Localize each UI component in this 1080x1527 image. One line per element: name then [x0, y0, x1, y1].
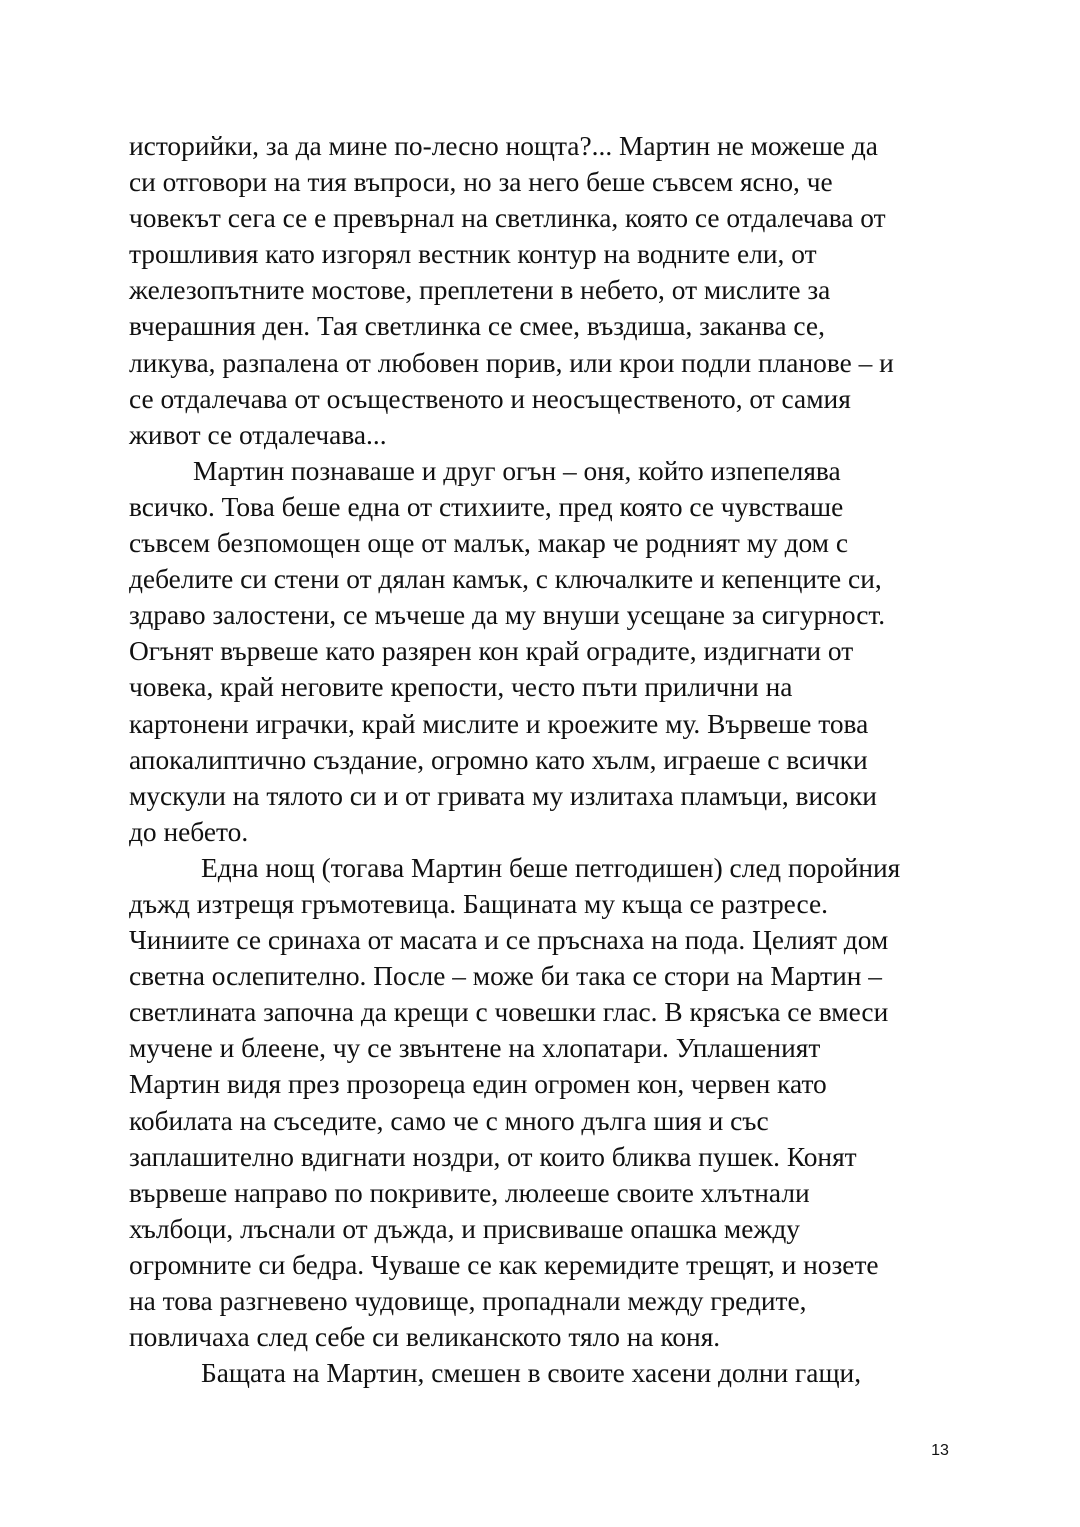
text-line: съвсем безпомощен още от малък, макар че родният му дом с [129, 528, 849, 559]
text-line: всичко. Това беше една от стихиите, пред която се чувстваше [129, 491, 844, 522]
text-line: вървеше направо по покривите, люлееше своите хлътнали [129, 1177, 810, 1208]
text-line: светлината започна да крещи с човешки глас. В крясъка се вмеси [129, 997, 889, 1028]
text-line: дебелите си стени от дялан камък, с ключалките и кепенците си, [129, 564, 882, 595]
text-line: хълбоци, лъснали от дъжда, и присвиваше опашка между [129, 1213, 800, 1244]
text-line: кобилата на съседите, само че с много дълга шия и със [129, 1105, 769, 1136]
text-line: човекът сега се е превърнал на светлинка, която се отдалечава от [129, 203, 886, 234]
text-line: заплашително вдигнати ноздри, от които бликва пушек. Конят [129, 1141, 857, 1172]
text-line: мускули на тялото си и от гривата му излитаха пламъци, високи [129, 780, 877, 811]
text-line: човека, край неговите крепости, често пъти прилични на [129, 672, 793, 703]
text-line: дъжд изтрещя гръмотевица. Бащината му къща се разтресе. [129, 888, 828, 919]
page-body-text [129, 128, 959, 1391]
text-line: Мартин познаваше и друг огън – оня, който изпепелява [193, 455, 841, 486]
text-line: огромните си бедра. Чуваше се как керемидите трещят, и нозете [129, 1249, 879, 1280]
text-line: железопътните мостове, преплетени в небето, от мислите за [129, 275, 831, 306]
text-line: ликува, разпалена от любовен порив, или крои подли планове – и [129, 347, 894, 378]
text-line: Бащата на Мартин, смешен в своите хасени долни гащи, [201, 1358, 862, 1389]
text-line: повличаха след себе си великанското тяло на коня. [129, 1322, 721, 1353]
text-line: си отговори на тия въпроси, но за него беше съвсем ясно, че [129, 167, 833, 198]
text-line: Чиниите се сринаха от масата и се пръснаха на пода. Целият дом [129, 925, 889, 956]
text-line: Мартин видя през прозореца един огромен кон, червен като [129, 1069, 827, 1100]
text-line: се отдалечава от осъщественото и неосъщественото, от самия [129, 383, 851, 414]
text-line: мучене и блеене, чу се звънтене на хлопатари. Уплашеният [129, 1033, 821, 1064]
text-line: Огънят вървеше като разярен кон край оградите, издигнати от [129, 636, 854, 667]
text-line: до небето. [129, 816, 249, 847]
text-line: картонени играчки, край мислите и кроежите му. Вървеше това [129, 708, 869, 739]
text-line: живот се отдалечава... [129, 419, 387, 450]
text-line: историйки, за да мине по-лесно нощта?... Мартин не можеше да [129, 131, 878, 161]
text-line: Една нощ (тогава Мартин беше петгодишен) след поройния [201, 852, 901, 883]
text-line: на това разгневено чудовище, пропаднали между гредите, [129, 1286, 807, 1316]
text-line: здраво залостени, се мъчеше да му внуши усещане за сигурност. [129, 600, 886, 631]
text-line: светна ослепително. После – може би така се стори на Мартин – [129, 961, 882, 992]
page-number: 13 [931, 1442, 949, 1459]
text-line: апокалиптично създание, огромно като хълм, играеше с всички [129, 744, 868, 775]
text-line: вчерашния ден. Тая светлинка се смее, въздиша, заканва се, [129, 311, 825, 342]
text-line: трошливия като изгорял вестник контур на водните ели, от [129, 239, 817, 270]
